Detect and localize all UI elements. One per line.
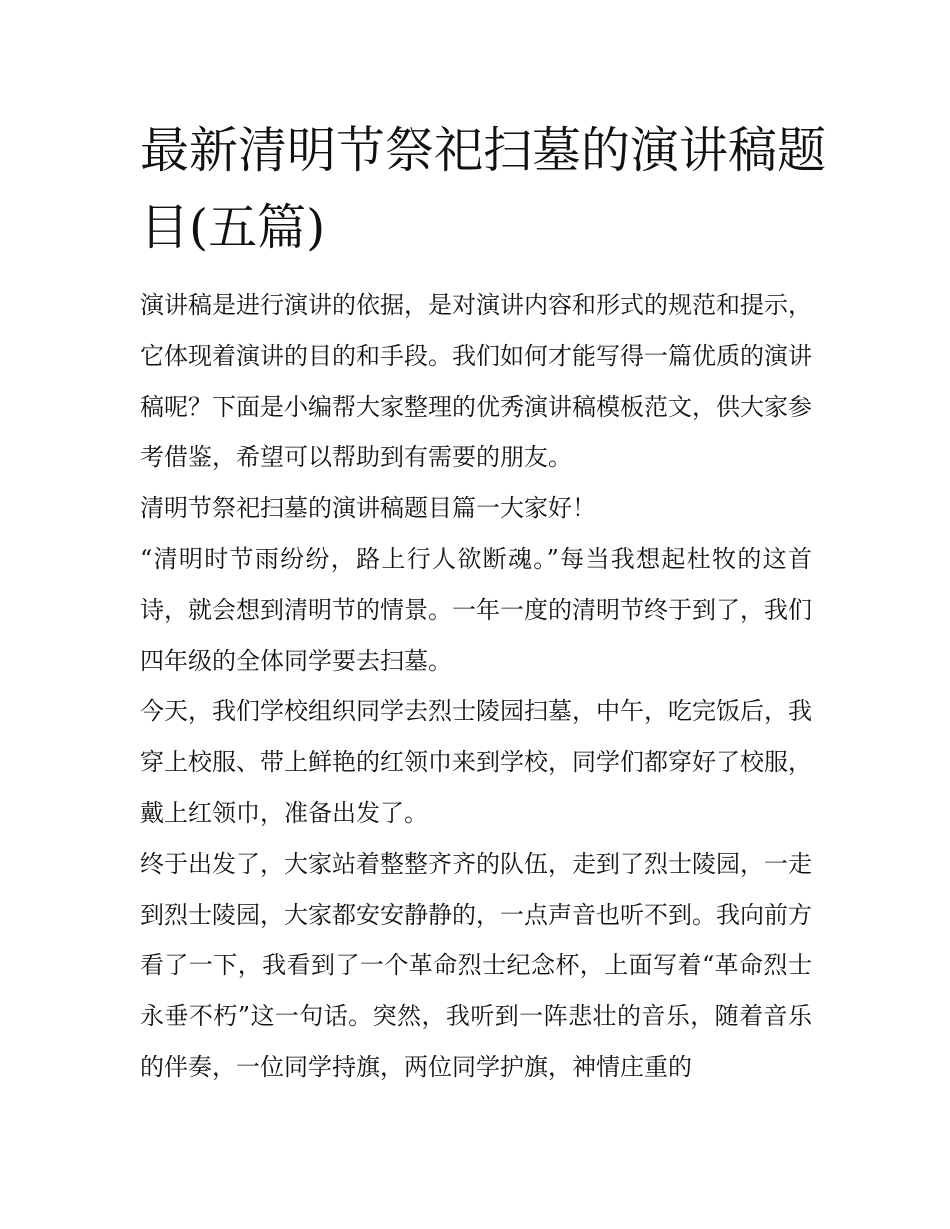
paragraph-school: 今天，我们学校组织同学去烈士陵园扫墓，中午，吃完饭后，我穿上校服、带上鲜艳的红领巾来到学校，同学们都穿好了校服，戴上红领巾，准备出发了。 [140, 697, 812, 827]
paragraph-poem: “清明时节雨纷纷，路上行人欲断魂。”每当我想起杜牧的这首诗，就会想到清明节的情景。一年一度的清明节终于到了，我们四年级的全体同学要去扫墓。 [140, 544, 812, 675]
document-title: 最新清明节祭祀扫墓的演讲稿题目(五篇) [140, 122, 827, 256]
paragraph-cemetery: 终于出发了，大家站着整整齐齐的队伍，走到了烈士陵园，一走到烈士陵园，大家都安安静静的，一点声音也听不到。我向前方看了一下，我看到了一个革命烈士纪念杯，上面写着“革命烈士永垂不朽”这一句话。突然，我听到一阵悲壮的音乐，随着音乐的伴奏，一位同学持旗，两位同学护旗，神情庄重的 [140, 849, 812, 1081]
paragraph-intro: 演讲稿是进行演讲的依据，是对演讲内容和形式的规范和提示，它体现着演讲的目的和手段。我们如何才能写得一篇优质的演讲稿呢？下面是小编帮大家整理的优秀演讲稿模板范文，供大家参考借鉴，希望可以帮助到有需要的朋友。 [140, 291, 812, 472]
paragraph-heading-one: 清明节祭祀扫墓的演讲稿题目篇一大家好！ [140, 494, 596, 523]
document-body [140, 280, 812, 1093]
